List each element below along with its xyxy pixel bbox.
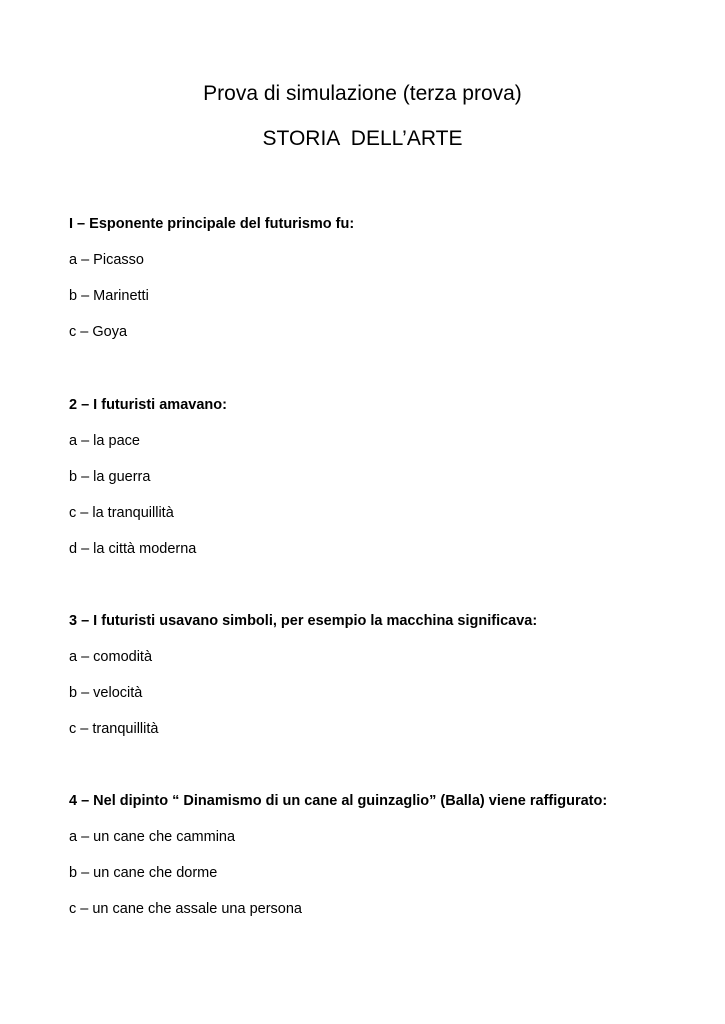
question-text: 4 – Nel dipinto “ Dinamismo di un cane al guinzaglio” (Balla) viene raffigurato: [69,793,608,809]
answer-option: a – comodità [69,649,153,665]
answer-option: a – la pace [69,433,140,449]
answer-option: b – un cane che dorme [69,865,218,881]
answer-option: c – tranquillità [69,721,159,737]
answer-option: a – un cane che cammina [69,829,236,845]
answer-option: c – un cane che assale una persona [69,901,302,917]
question-3 [69,611,709,755]
document-title: Prova di simulazione (terza prova) [203,82,522,105]
answer-option: d – la città moderna [69,541,197,557]
answer-option: c – la tranquillità [69,505,174,521]
question-2 [69,395,709,575]
answer-option: b – velocità [69,685,143,701]
answer-option: a – Picasso [69,252,144,268]
question-1 [69,214,709,358]
answer-option: b – Marinetti [69,288,149,304]
question-text: 2 – I futuristi amavano: [69,397,227,413]
question-4 [69,791,709,935]
answer-option: c – Goya [69,324,128,340]
document-subtitle: STORIA DELL’ARTE [262,127,463,150]
question-text: I – Esponente principale del futurismo fu: [69,216,355,232]
question-text: 3 – I futuristi usavano simboli, per esempio la macchina significava: [69,613,538,629]
answer-option: b – la guerra [69,469,151,485]
